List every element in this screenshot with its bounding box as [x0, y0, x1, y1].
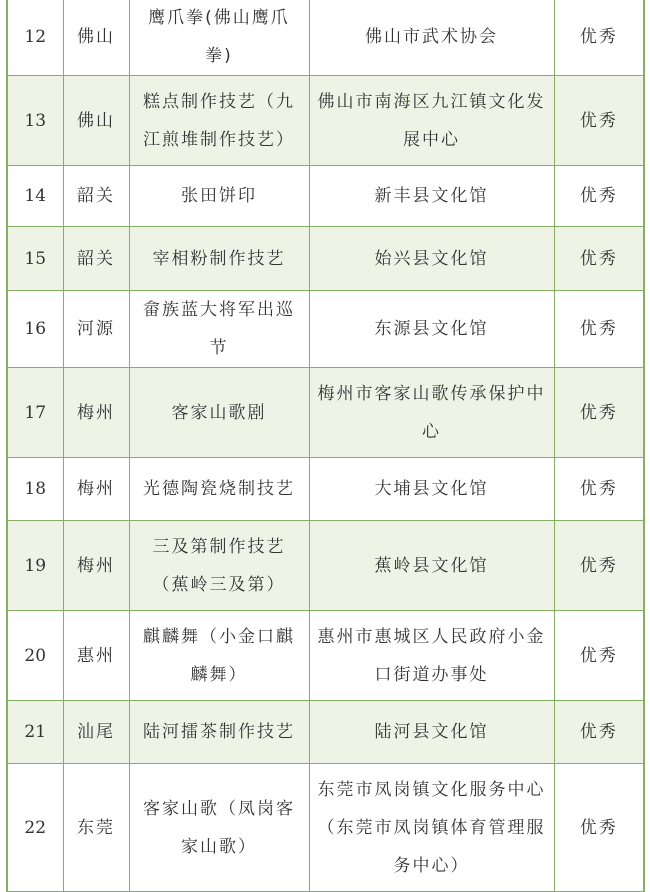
- rating-cell: 优秀: [554, 0, 644, 76]
- row-number: 15: [7, 227, 63, 291]
- rating-cell: 优秀: [554, 291, 644, 368]
- unit-cell: 新丰县文化馆: [309, 166, 554, 227]
- unit-cell: 梅州市客家山歌传承保护中心: [309, 368, 554, 458]
- rating-cell: 优秀: [554, 521, 644, 611]
- unit-cell: 始兴县文化馆: [309, 227, 554, 291]
- unit-cell: 蕉岭县文化馆: [309, 521, 554, 611]
- project-cell: 光德陶瓷烧制技艺: [129, 458, 309, 521]
- project-cell: 糕点制作技艺（九江煎堆制作技艺）: [129, 76, 309, 166]
- row-number: 13: [7, 76, 63, 166]
- row-number: 17: [7, 368, 63, 458]
- rating-cell: 优秀: [554, 368, 644, 458]
- row-number: 19: [7, 521, 63, 611]
- project-cell: 客家山歌剧: [129, 368, 309, 458]
- city-cell: 东莞: [63, 764, 129, 892]
- unit-cell: 东莞市凤岗镇文化服务中心（东莞市凤岗镇体育管理服务中心）: [309, 764, 554, 892]
- city-cell: 韶关: [63, 166, 129, 227]
- row-number: 18: [7, 458, 63, 521]
- project-cell: 客家山歌（凤岗客家山歌）: [129, 764, 309, 892]
- unit-cell: 佛山市南海区九江镇文化发展中心: [309, 76, 554, 166]
- table-row: [7, 764, 644, 892]
- table-row: [7, 291, 644, 368]
- table-row: [7, 0, 644, 76]
- row-number: 22: [7, 764, 63, 892]
- row-number: 21: [7, 701, 63, 764]
- city-cell: 韶关: [63, 227, 129, 291]
- table-row: [7, 166, 644, 227]
- city-cell: 佛山: [63, 0, 129, 76]
- table-row: [7, 701, 644, 764]
- unit-cell: 陆河县文化馆: [309, 701, 554, 764]
- rating-cell: 优秀: [554, 166, 644, 227]
- city-cell: 梅州: [63, 368, 129, 458]
- rating-cell: 优秀: [554, 701, 644, 764]
- project-cell: 畲族蓝大将军出巡节: [129, 291, 309, 368]
- table-row: [7, 521, 644, 611]
- table-row: [7, 458, 644, 521]
- unit-cell: 大埔县文化馆: [309, 458, 554, 521]
- table-row: [7, 227, 644, 291]
- city-cell: 梅州: [63, 521, 129, 611]
- heritage-project-table: [6, 0, 645, 892]
- row-number: 16: [7, 291, 63, 368]
- city-cell: 梅州: [63, 458, 129, 521]
- city-cell: 惠州: [63, 611, 129, 701]
- rating-cell: 优秀: [554, 76, 644, 166]
- rating-cell: 优秀: [554, 227, 644, 291]
- city-cell: 汕尾: [63, 701, 129, 764]
- project-cell: 张田饼印: [129, 166, 309, 227]
- unit-cell: 佛山市武术协会: [309, 0, 554, 76]
- city-cell: 佛山: [63, 76, 129, 166]
- city-cell: 河源: [63, 291, 129, 368]
- rating-cell: 优秀: [554, 458, 644, 521]
- row-number: 14: [7, 166, 63, 227]
- rating-cell: 优秀: [554, 764, 644, 892]
- unit-cell: 东源县文化馆: [309, 291, 554, 368]
- row-number: 12: [7, 0, 63, 76]
- project-cell: 麒麟舞（小金口麒麟舞）: [129, 611, 309, 701]
- rating-cell: 优秀: [554, 611, 644, 701]
- project-cell: 鹰爪拳(佛山鹰爪拳): [129, 0, 309, 76]
- table-row: [7, 76, 644, 166]
- project-cell: 三及第制作技艺（蕉岭三及第）: [129, 521, 309, 611]
- row-number: 20: [7, 611, 63, 701]
- project-cell: 陆河擂茶制作技艺: [129, 701, 309, 764]
- table-row: [7, 368, 644, 458]
- table-row: [7, 611, 644, 701]
- project-cell: 宰相粉制作技艺: [129, 227, 309, 291]
- unit-cell: 惠州市惠城区人民政府小金口街道办事处: [309, 611, 554, 701]
